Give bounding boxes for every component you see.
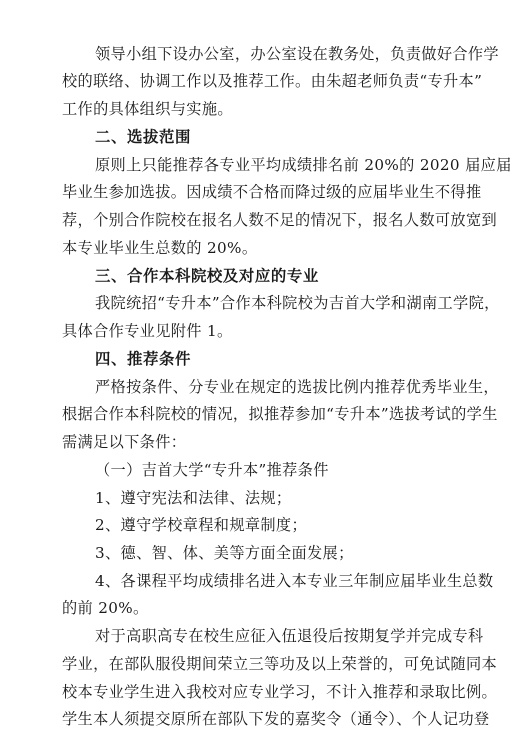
paragraph-line: 本专业毕业生总数的 20%。 <box>62 239 258 257</box>
paragraph-line: 严格按条件、分专业在规定的选拔比例内推荐优秀毕业生， <box>95 378 499 396</box>
paragraph-line: 我院统招“专升本”合作本科院校为吉首大学和湖南工学院， <box>95 294 500 312</box>
paragraph-line: 根据合作本科院校的情况，拟推荐参加“专升本”选拔考试的学生 <box>62 405 498 423</box>
list-item: 1、遵守宪法和法律、法规； <box>95 489 292 507</box>
paragraph-line: 领导小组下设办公室，办公室设在教务处，负责做好合作学 <box>95 45 499 63</box>
list-item-continuation: 的前 20%。 <box>62 599 149 617</box>
paragraph-line: 原则上只能推荐各专业平均成绩排名前 20%的 2020 届应届 <box>95 156 512 174</box>
section-heading-scope: 二、选拔范围 <box>95 128 191 146</box>
list-item: 2、遵守学校章程和规章制度； <box>95 516 308 534</box>
paragraph-line: 校的联络、协调工作以及推荐工作。由朱超老师负责“专升本” <box>62 72 483 90</box>
paragraph-line: 工作的具体组织与实施。 <box>62 100 233 118</box>
list-item: 4、各课程平均成绩排名进入本专业三年制应届毕业生总数 <box>95 572 494 590</box>
paragraph-line: 荐，个别合作院校在报名人数不足的情况下，报名人数可放宽到 <box>62 211 498 229</box>
section-heading-partner-schools: 三、合作本科院校及对应的专业 <box>95 267 319 285</box>
list-item: 3、德、智、体、美等方面全面发展； <box>95 544 354 562</box>
paragraph-line: 校本专业学生进入我校对应专业学习，不计入推荐和录取比例。 <box>62 683 498 701</box>
paragraph-line: 具体合作专业见附件 1。 <box>62 322 233 340</box>
paragraph-line: 学业，在部队服役期间荣立三等功及以上荣誉的，可免试随同本 <box>62 655 498 673</box>
subsection-heading-jishou: （一）吉首大学“专升本”推荐条件 <box>95 461 329 479</box>
paragraph-line: 需满足以下条件： <box>62 433 187 451</box>
paragraph-line: 对于高职高专在校生应征入伍退役后按期复学并完成专科 <box>95 627 484 645</box>
paragraph-line: 毕业生参加选拔。因成绩不合格而降过级的应届毕业生不得推 <box>62 183 482 201</box>
paragraph-line: 学生本人须提交原所在部队下发的嘉奖令（通令）、个人记功登 <box>62 710 490 728</box>
section-heading-conditions: 四、推荐条件 <box>95 350 191 368</box>
